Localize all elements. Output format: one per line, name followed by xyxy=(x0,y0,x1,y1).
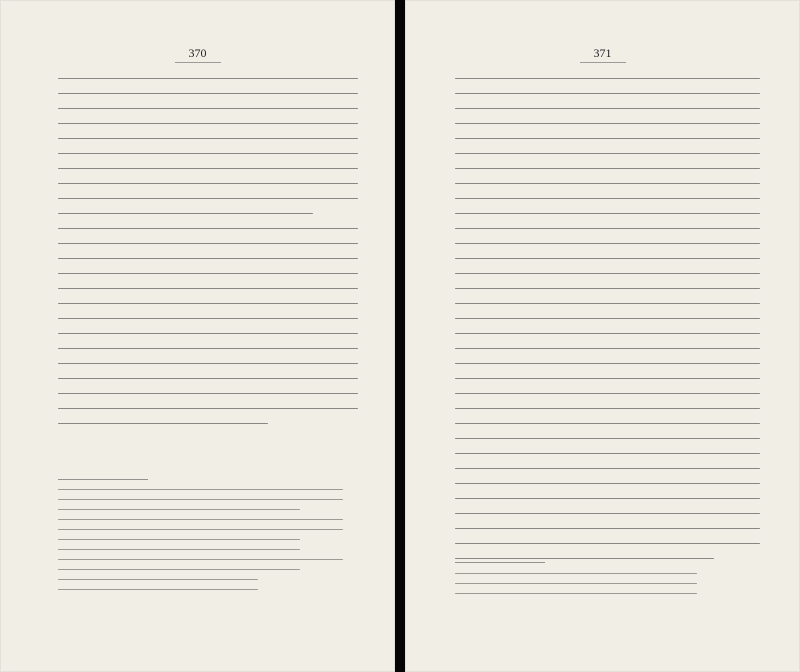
footnote-line xyxy=(455,593,697,594)
book-gutter xyxy=(395,0,405,672)
footnote-line xyxy=(58,539,300,540)
text-line xyxy=(455,483,760,484)
footnote-line xyxy=(58,589,258,590)
text-line xyxy=(58,273,358,274)
text-line xyxy=(58,258,358,259)
text-line xyxy=(58,228,358,229)
text-line xyxy=(455,363,760,364)
text-line xyxy=(58,348,358,349)
footnotes-block xyxy=(455,573,740,603)
text-line xyxy=(455,498,760,499)
text-line xyxy=(455,468,760,469)
footnote-line xyxy=(58,549,300,550)
footnote-line xyxy=(58,579,258,580)
text-line xyxy=(455,453,760,454)
text-line xyxy=(58,423,268,424)
text-line xyxy=(455,243,760,244)
main-text-block xyxy=(58,78,358,438)
text-line xyxy=(455,558,714,559)
text-line xyxy=(455,438,760,439)
text-line xyxy=(455,93,760,94)
text-line xyxy=(58,393,358,394)
footnotes-block xyxy=(58,489,343,599)
text-line xyxy=(58,78,358,79)
text-line xyxy=(58,363,358,364)
text-line xyxy=(58,108,358,109)
text-line xyxy=(58,198,358,199)
text-line xyxy=(455,273,760,274)
text-line xyxy=(455,258,760,259)
text-line xyxy=(455,318,760,319)
footnote-line xyxy=(58,519,343,520)
text-line xyxy=(58,183,358,184)
text-line xyxy=(455,303,760,304)
footnote-line xyxy=(58,489,343,490)
text-line xyxy=(58,318,358,319)
text-line xyxy=(58,168,358,169)
footnote-separator xyxy=(455,562,545,563)
text-line xyxy=(455,213,760,214)
text-line xyxy=(455,528,760,529)
text-line xyxy=(455,78,760,79)
footnote-line xyxy=(58,499,343,500)
text-line xyxy=(455,408,760,409)
text-line xyxy=(58,303,358,304)
page-number: 370 xyxy=(188,46,207,60)
text-line xyxy=(455,423,760,424)
text-line xyxy=(58,288,358,289)
page-number: 371 xyxy=(593,46,612,60)
text-line xyxy=(455,333,760,334)
footnote-line xyxy=(58,569,300,570)
main-text-block xyxy=(455,78,760,573)
right-page xyxy=(405,0,800,672)
text-line xyxy=(455,513,760,514)
text-line xyxy=(455,198,760,199)
text-line xyxy=(455,228,760,229)
footnote-line xyxy=(58,529,343,530)
text-line xyxy=(455,153,760,154)
text-line xyxy=(58,123,358,124)
text-line xyxy=(58,213,313,214)
text-line xyxy=(455,348,760,349)
text-line xyxy=(58,138,358,139)
text-line xyxy=(455,288,760,289)
page-number-rule xyxy=(580,62,626,63)
footnote-line xyxy=(455,583,697,584)
text-line xyxy=(455,183,760,184)
left-page xyxy=(0,0,395,672)
footnote-separator xyxy=(58,479,148,480)
text-line xyxy=(455,168,760,169)
text-line xyxy=(58,153,358,154)
text-line xyxy=(58,243,358,244)
text-line xyxy=(455,393,760,394)
footnote-line xyxy=(58,559,343,560)
text-line xyxy=(455,138,760,139)
page-number-rule xyxy=(175,62,221,63)
text-line xyxy=(58,333,358,334)
text-line xyxy=(455,543,760,544)
text-line xyxy=(455,378,760,379)
text-line xyxy=(58,378,358,379)
footnote-line xyxy=(58,509,300,510)
text-line xyxy=(455,108,760,109)
text-line xyxy=(58,408,358,409)
text-line xyxy=(58,93,358,94)
footnote-line xyxy=(455,573,697,574)
text-line xyxy=(455,123,760,124)
